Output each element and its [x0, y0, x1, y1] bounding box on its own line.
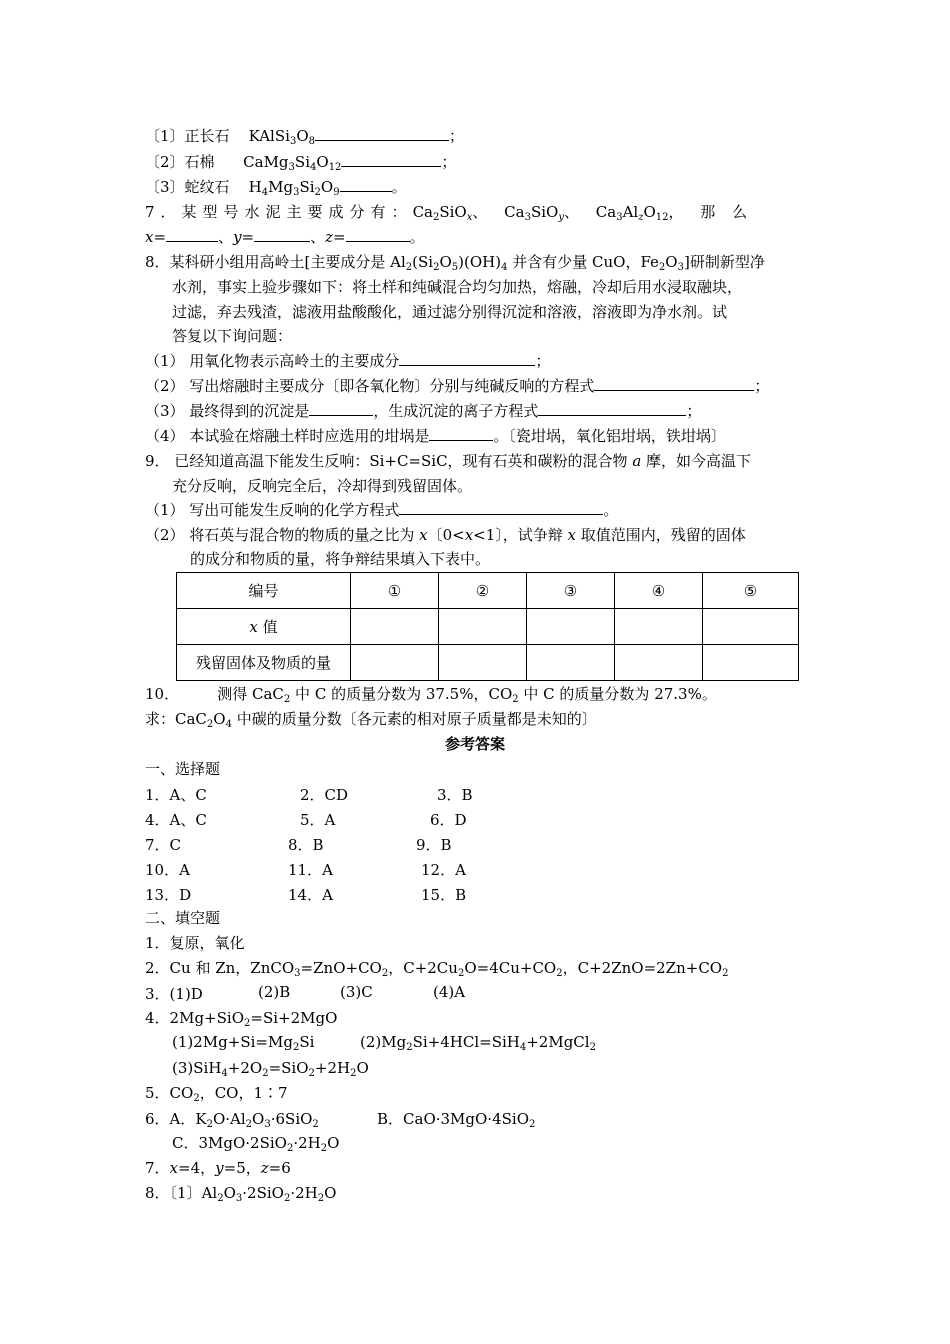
mc-answer: 1．A、C: [145, 786, 207, 804]
mc-answer: 2．CD: [300, 786, 349, 804]
fill-answer-4-2: $(2)Mg_2Si+4HCl=SiH_4+2MgCl_2$: [360, 1033, 596, 1053]
q9-line-1: 9． 已经知道高温下能发生反响：Si+C=SiC，现有石英和碳粉的混合物 a 摩，如今高温下: [145, 452, 752, 470]
q8-line-4: 答复以下询问题：: [172, 327, 293, 345]
mc-answer: 15．B: [421, 886, 467, 904]
table-row-label: x 值: [177, 609, 351, 645]
mc-answer: 12．A: [421, 861, 466, 879]
table-row: [177, 573, 799, 609]
q9-sub-1: （1） 写出可能发生反响的化学方程式 。: [145, 501, 619, 519]
fill-answer-3: (4)A: [433, 983, 466, 1001]
fill-answer-6c: C．$3MgO\cdot 2SiO_2\cdot 2H_2O$: [172, 1134, 340, 1154]
q7-line-1: 7．某型号水泥主要成分有：$Ca_2SiO_x$、 $Ca_3SiO_y$、 $Ca_3Al_zO_{12}$， 那 么: [145, 203, 748, 223]
q8-sub-2: （2） 写出熔融时主要成分〔即各氧化物〕分别与纯碱反响的方程式 ；: [145, 377, 770, 395]
q10-line-2: 求：$CaC_2O_4$ 中碳的质量分数〔各元素的相对原子质量都是未知的〕: [145, 710, 597, 730]
q9-sub-2-cont: 的成分和物质的量，将争辩结果填入下表中。: [190, 550, 491, 568]
fill-answer-2: 2．Cu 和 Zn，$ZnCO_3=ZnO+CO_2$，$C+2Cu_2O=4Cu+CO_2$，$C+2ZnO=2Zn+CO_2$: [145, 959, 729, 979]
q9-answer-table: [176, 572, 799, 681]
table-row-label: 残留固体及物质的量: [177, 645, 351, 681]
mc-answer: 10．A: [145, 861, 190, 879]
mc-answer: 5．A: [300, 811, 336, 829]
table-cell[interactable]: [527, 609, 615, 645]
q9-line-2: 充分反响，反响完全后，冷却得到残留固体。: [172, 477, 473, 495]
answers-section-1: 一、选择题: [145, 760, 221, 778]
q9-sub-2: （2） 将石英与混合物的物质的量之比为 x〔0<x<1〕，试争辩 x 取值范围内，残留的固体: [145, 526, 746, 544]
mc-answer: 7．C: [145, 836, 182, 854]
mc-answer: 8．B: [288, 836, 324, 854]
table-header-cell: ②: [439, 573, 527, 609]
fill-answer-1: 1．复原，氧化: [145, 934, 245, 952]
fill-answer-6b: B．CaO·3MgO·4SiO$_2$: [377, 1110, 536, 1130]
mc-answer: 9．B: [416, 836, 452, 854]
q8-line-1: 8．某科研小组用高岭土[主要成分是 $Al_2(Si_2O_5)(OH)_4$ 并含有少量 CuO，$Fe_2O_3$]研制新型净: [145, 253, 765, 273]
table-header-cell: 编号: [177, 573, 351, 609]
q8-sub-4: （4） 本试验在熔融土样时应选用的坩埚是 。〔瓷坩埚，氧化铝坩埚，铁坩埚〕: [145, 427, 726, 445]
mc-answer: 3．B: [437, 786, 473, 804]
q6-item-3: 〔3〕蛇纹石 $H_4Mg_3Si_2O_9$ 。: [145, 178, 407, 198]
mc-answer: 11．A: [288, 861, 333, 879]
fill-answer-7: 7．x=4，y=5，z=6: [145, 1159, 291, 1177]
table-cell[interactable]: [615, 645, 703, 681]
fill-answer-4-3: $(3)SiH_4+2O_2=SiO_2+2H_2O$: [172, 1059, 369, 1079]
mc-answer: 6．D: [430, 811, 467, 829]
fill-answer-3: (2)B: [258, 983, 291, 1001]
table-cell[interactable]: [615, 609, 703, 645]
table-cell[interactable]: [439, 609, 527, 645]
table-cell[interactable]: [351, 645, 439, 681]
table-row: [177, 609, 799, 645]
q10-line-1: 10． 测得 CaC$_2$ 中 C 的质量分数为 37.5%，$CO_2$ 中 C 的质量分数为 27.3%。: [145, 685, 717, 705]
fill-answer-8: 8．〔1〕$Al_2O_3\cdot 2SiO_2\cdot 2H_2O$: [145, 1184, 337, 1204]
q8-line-2: 水剂，事实上验步骤如下：将土样和纯碱混合均匀加热，熔融，冷却后用水浸取融块，: [172, 278, 743, 296]
table-header-cell: ④: [615, 573, 703, 609]
fill-answer-4-1: $(1)2Mg+Si=Mg_2Si$: [172, 1033, 315, 1053]
table-cell[interactable]: [439, 645, 527, 681]
fill-answer-4: 4．2Mg+SiO$_2$=Si+2MgO: [145, 1009, 338, 1029]
q8-line-3: 过滤，弃去残渣，滤液用盐酸酸化，通过滤分别得沉淀和溶液，溶液即为净水剂。试: [172, 303, 728, 321]
table-cell[interactable]: [703, 645, 799, 681]
table-header-cell: ⑤: [703, 573, 799, 609]
fill-answer-3: 3．(1)D: [145, 985, 203, 1003]
fill-answer-6a: 6．A．$K_2O\cdot Al_2O_3\cdot 6SiO_2$: [145, 1110, 319, 1130]
fill-answer-5: 5．$CO_2$，CO，1∶7: [145, 1084, 288, 1104]
answers-title: 参考答案: [444, 735, 505, 753]
q6-item-2: 〔2〕石棉 $CaMg_3Si_4O_{12}$ ；: [145, 153, 457, 173]
table-header-cell: ③: [527, 573, 615, 609]
answers-section-2: 二、填空题: [145, 909, 221, 927]
table-row: [177, 645, 799, 681]
table-cell[interactable]: [703, 609, 799, 645]
mc-answer: 4．A、C: [145, 811, 207, 829]
mc-answer: 13．D: [145, 886, 192, 904]
fill-answer-3: (3)C: [340, 983, 373, 1001]
q8-sub-1: （1） 用氧化物表示高岭土的主要成分 ；: [145, 352, 551, 370]
mc-answer: 14．A: [288, 886, 333, 904]
table-cell[interactable]: [527, 645, 615, 681]
q8-sub-3: （3） 最终得到的沉淀是 ，生成沉淀的离子方程式 ；: [145, 402, 702, 420]
q6-item-1: 〔1〕正长石 $KAlSi_3O_8$ ；: [145, 127, 465, 147]
q7-line-2: x= 、y= 、z= 。: [145, 228, 425, 246]
table-header-cell: ①: [351, 573, 439, 609]
table-cell[interactable]: [351, 609, 439, 645]
